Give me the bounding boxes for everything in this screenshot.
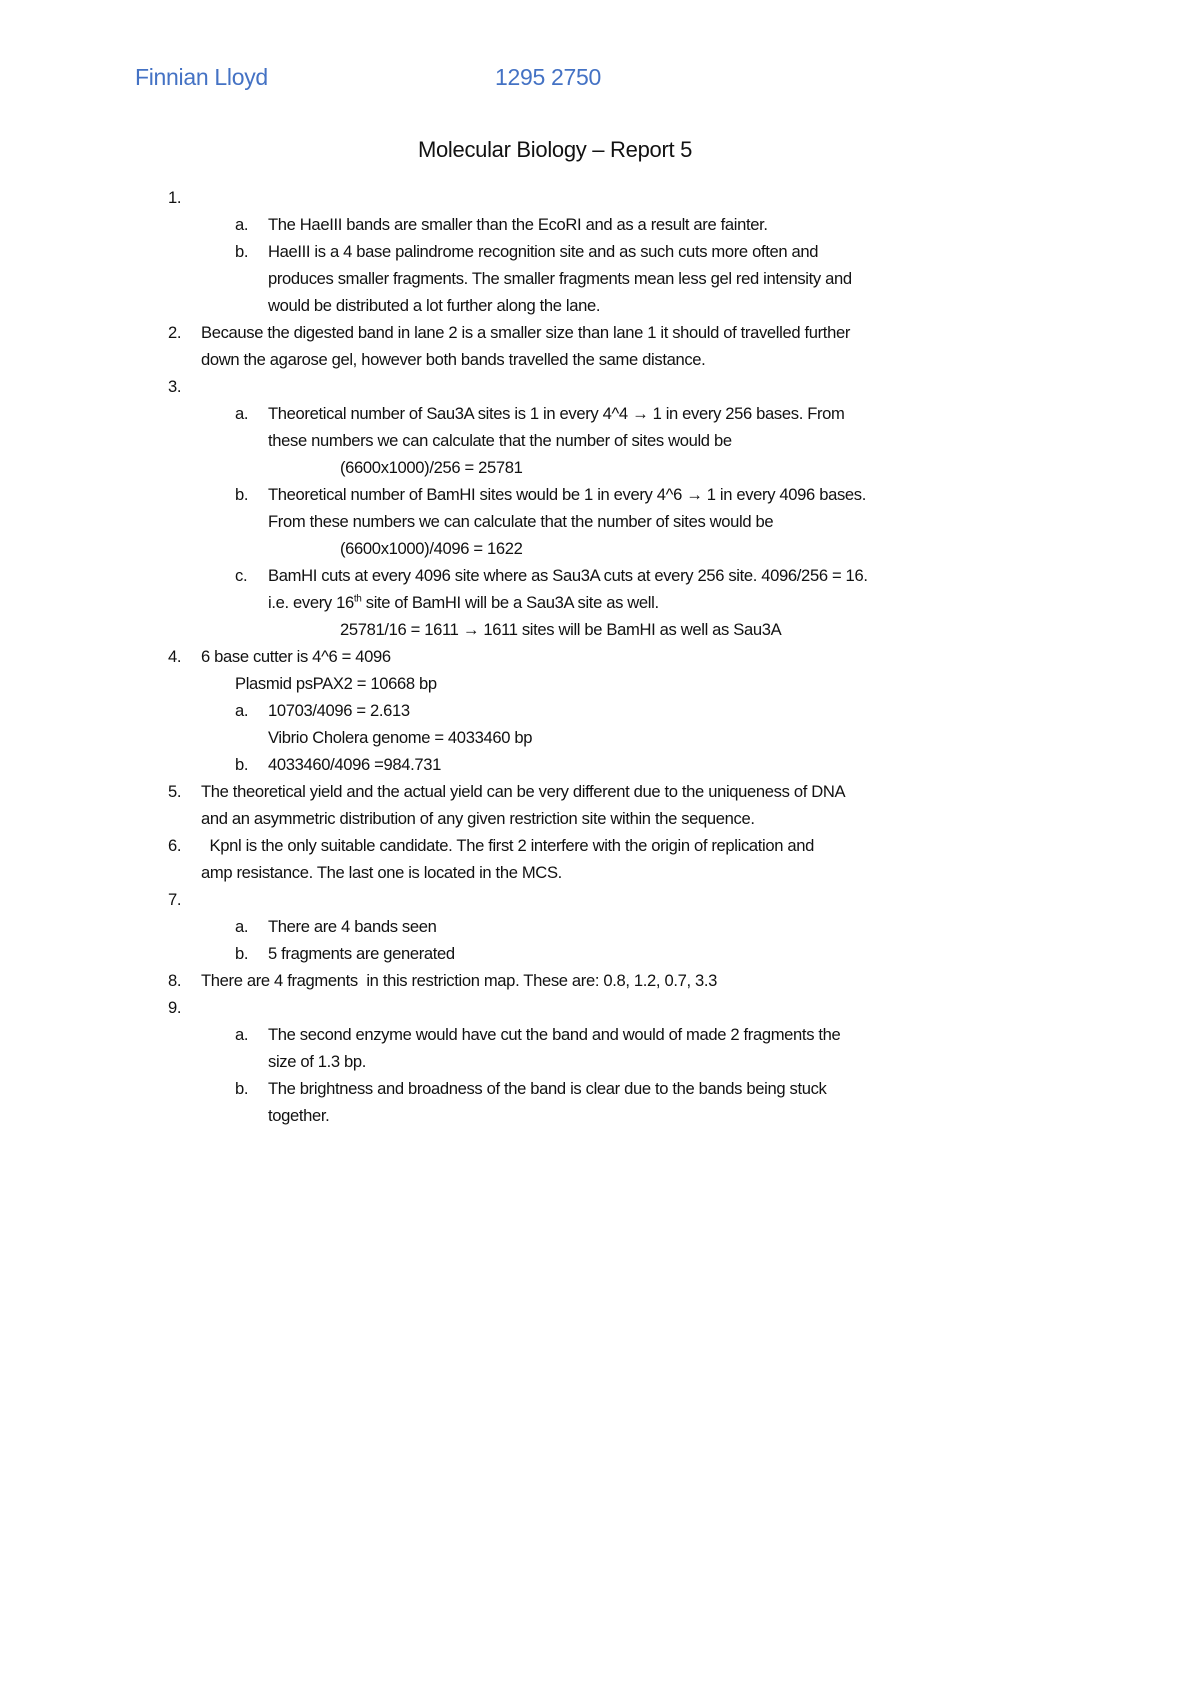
answer-text — [268, 751, 441, 778]
list-marker: a. — [235, 1025, 249, 1044]
answer-list — [0, 184, 1200, 1129]
answer-text — [201, 778, 845, 805]
text-segment: would be distributed a lot further along the lane. — [268, 296, 601, 315]
text-segment: size of 1.3 bp. — [268, 1052, 367, 1071]
answer-line — [0, 994, 1200, 1021]
text-segment: Theoretical number of BamHI sites would be 1 in every 4^6 → 1 in every 4096 bases. — [268, 485, 866, 504]
text-segment: The second enzyme would have cut the band and would of made 2 fragments the — [268, 1025, 841, 1044]
answer-line — [0, 454, 1200, 481]
answer-line — [0, 1075, 1200, 1102]
list-marker: 3. — [168, 377, 182, 396]
answer-line — [0, 292, 1200, 319]
list-marker: 8. — [168, 971, 182, 990]
list-marker: b. — [235, 755, 249, 774]
answer-line — [0, 508, 1200, 535]
answer-line — [0, 886, 1200, 913]
text-segment: Theoretical number of Sau3A sites is 1 in every 4^4 → 1 in every 256 bases. From — [268, 404, 845, 423]
answer-line — [0, 346, 1200, 373]
text-segment: HaeIII is a 4 base palindrome recognition site and as such cuts more often and — [268, 242, 819, 261]
answer-line — [0, 238, 1200, 265]
text-segment: The theoretical yield and the actual yield can be very different due to the uniqueness of DNA — [201, 782, 846, 801]
text-segment: i.e. every 16 — [268, 593, 354, 612]
answer-text — [268, 1102, 329, 1129]
answer-line — [0, 562, 1200, 589]
answer-line — [0, 211, 1200, 238]
list-marker: 5. — [168, 782, 182, 801]
answer-text — [268, 724, 532, 751]
text-segment: these numbers we can calculate that the number of sites would be — [268, 431, 732, 450]
answer-text — [268, 481, 866, 508]
list-marker: b. — [235, 242, 249, 261]
answer-text — [268, 400, 845, 427]
answer-text — [201, 832, 814, 859]
page-title: Molecular Biology – Report 5 — [417, 137, 693, 162]
list-marker: a. — [235, 404, 249, 423]
answer-text — [268, 265, 852, 292]
answer-line — [0, 724, 1200, 751]
text-segment: down the agarose gel, however both bands travelled the same distance. — [201, 350, 706, 369]
answer-line — [0, 1102, 1200, 1129]
text-segment: Plasmid psPAX2 = 10668 bp — [235, 674, 437, 693]
answer-line — [0, 535, 1200, 562]
answer-line — [0, 184, 1200, 211]
answer-line — [0, 751, 1200, 778]
list-marker: c. — [235, 566, 248, 585]
text-segment: amp resistance. The last one is located in the MCS. — [201, 863, 562, 882]
text-segment: There are 4 bands seen — [268, 917, 437, 936]
list-marker: a. — [235, 917, 249, 936]
answer-line — [0, 670, 1200, 697]
answer-text — [268, 427, 732, 454]
list-marker: 4. — [168, 647, 182, 666]
answer-line — [0, 643, 1200, 670]
text-segment: Kpnl is the only suitable candidate. The first 2 interfere with the origin of replication and — [201, 836, 815, 855]
answer-line — [0, 400, 1200, 427]
list-marker: 1. — [168, 188, 182, 207]
answer-text — [235, 670, 437, 697]
text-segment: (6600x1000)/256 = 25781 — [340, 458, 523, 477]
answer-text — [268, 940, 455, 967]
answer-text — [268, 211, 768, 238]
answer-text — [268, 1075, 826, 1102]
author-name: Finnian Lloyd — [135, 64, 268, 90]
text-segment: The brightness and broadness of the band is clear due to the bands being stuck — [268, 1079, 827, 1098]
text-segment: 5 fragments are generated — [268, 944, 455, 963]
answer-text — [268, 913, 437, 940]
answer-text — [340, 535, 522, 562]
text-segment: together. — [268, 1106, 330, 1125]
list-marker: b. — [235, 485, 249, 504]
answer-text — [201, 859, 562, 886]
answer-line — [0, 805, 1200, 832]
answer-text — [268, 1021, 840, 1048]
answer-text — [268, 589, 659, 616]
answer-text — [201, 346, 705, 373]
answer-line — [0, 778, 1200, 805]
answer-line — [0, 373, 1200, 400]
list-marker: b. — [235, 944, 249, 963]
answer-text — [201, 967, 717, 994]
text-segment: The HaeIII bands are smaller than the EcoRI and as a result are fainter. — [268, 215, 768, 234]
answer-line — [0, 265, 1200, 292]
student-id: 1295 2750 — [495, 64, 602, 90]
answer-line — [0, 481, 1200, 508]
text-segment: and an asymmetric distribution of any given restriction site within the sequence. — [201, 809, 755, 828]
answer-text — [201, 319, 850, 346]
text-segment: From these numbers we can calculate that the number of sites would be — [268, 512, 774, 531]
text-segment: 6 base cutter is 4^6 = 4096 — [201, 647, 391, 666]
answer-text — [268, 697, 410, 724]
answer-line — [0, 427, 1200, 454]
answer-line — [0, 1021, 1200, 1048]
text-segment: Because the digested band in lane 2 is a smaller size than lane 1 it should of travelled further — [201, 323, 851, 342]
text-segment: produces smaller fragments. The smaller fragments mean less gel red intensity and — [268, 269, 852, 288]
text-segment: BamHI cuts at every 4096 site where as Sau3A cuts at every 256 site. 4096/256 = 16. — [268, 566, 868, 585]
answer-line — [0, 832, 1200, 859]
answer-line — [0, 913, 1200, 940]
answer-text — [268, 562, 868, 589]
answer-text — [340, 454, 522, 481]
answer-line — [0, 616, 1200, 643]
answer-line — [0, 859, 1200, 886]
text-segment: 4033460/4096 =984.731 — [268, 755, 442, 774]
answer-line — [0, 967, 1200, 994]
list-marker: 6. — [168, 836, 182, 855]
list-marker: a. — [235, 701, 249, 720]
answer-text — [201, 805, 755, 832]
answer-line — [0, 697, 1200, 724]
text-segment: site of BamHI will be a Sau3A site as well. — [361, 593, 659, 612]
answer-text — [268, 1048, 366, 1075]
list-marker: 9. — [168, 998, 182, 1017]
list-marker: 2. — [168, 323, 182, 342]
superscript: th — [353, 593, 362, 605]
answer-text — [340, 616, 781, 643]
text-segment: 10703/4096 = 2.613 — [268, 701, 410, 720]
answer-line — [0, 940, 1200, 967]
answer-text — [201, 643, 391, 670]
answer-text — [268, 508, 773, 535]
list-marker: 7. — [168, 890, 182, 909]
answer-line — [0, 319, 1200, 346]
list-marker: a. — [235, 215, 249, 234]
text-segment: There are 4 fragments in this restriction map. These are: 0.8, 1.2, 0.7, 3.3 — [201, 971, 718, 990]
answer-line — [0, 589, 1200, 616]
text-segment: Vibrio Cholera genome = 4033460 bp — [268, 728, 533, 747]
answer-line — [0, 1048, 1200, 1075]
text-segment: 25781/16 = 1611 → 1611 sites will be BamHI as well as Sau3A — [340, 620, 782, 639]
answer-text — [268, 238, 818, 265]
answer-text — [268, 292, 600, 319]
list-marker: b. — [235, 1079, 249, 1098]
text-segment: (6600x1000)/4096 = 1622 — [340, 539, 523, 558]
